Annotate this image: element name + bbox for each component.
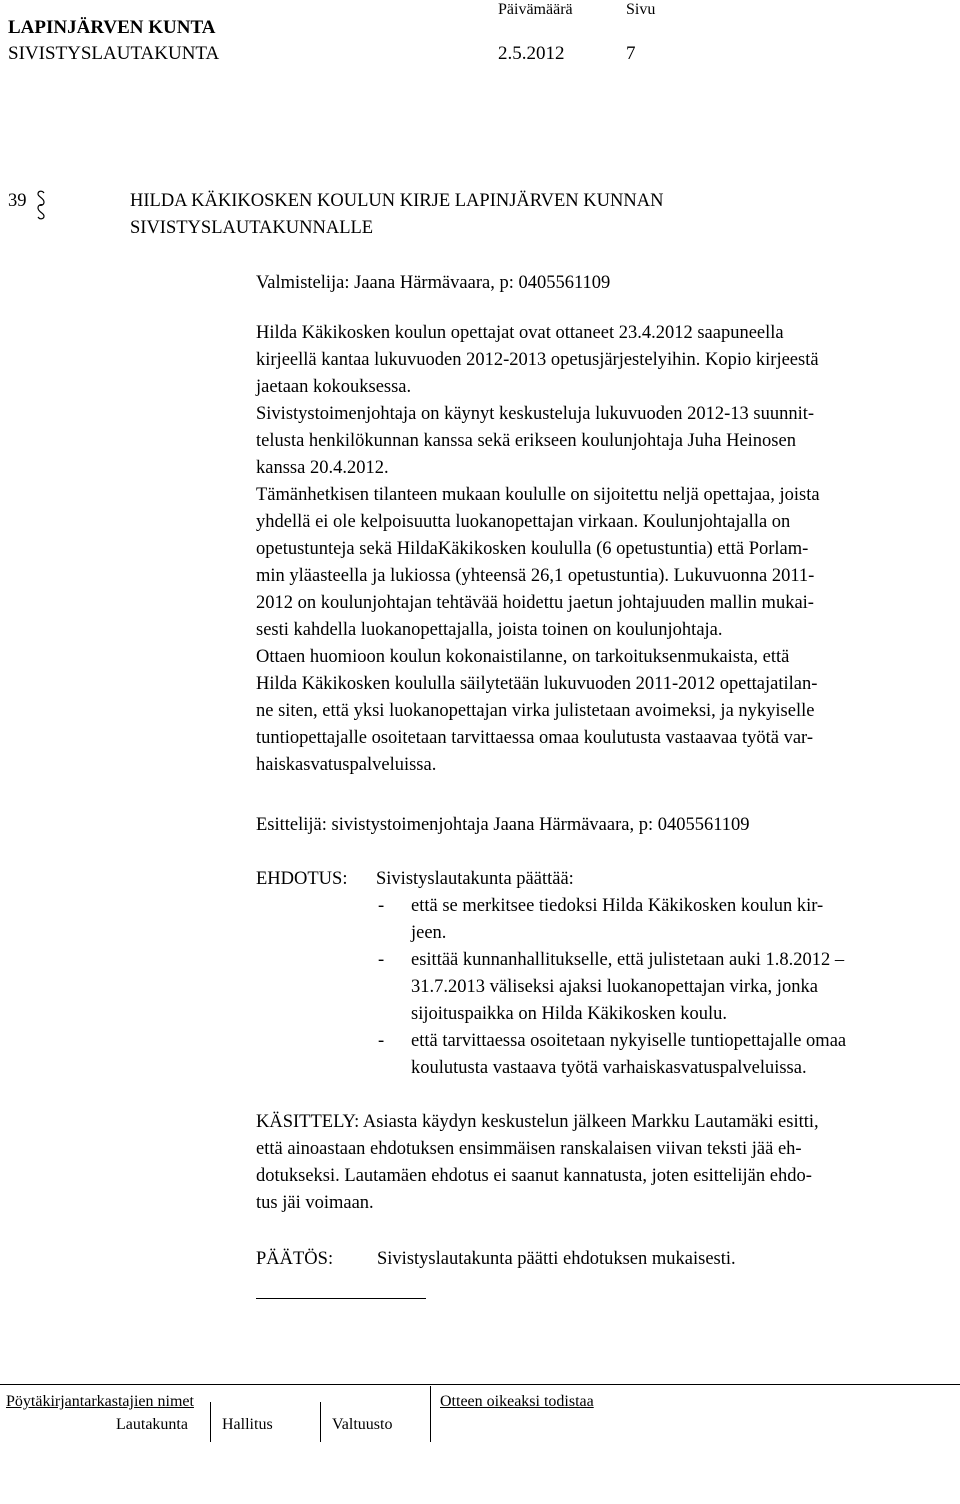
committee-lautakunta: Lautakunta — [116, 1416, 188, 1433]
body-line: opetustunteja sekä HildaKäkikosken koululla (6 opetustuntia) että Porlam- — [256, 539, 809, 559]
section-sign-icon — [36, 190, 46, 220]
proposal-item-line: 31.7.2013 väliseksi ajaksi luokanopettajan virka, jonka — [411, 977, 818, 997]
decision-label: PÄÄTÖS: — [256, 1249, 334, 1269]
footer-divider — [320, 1402, 321, 1442]
presenter-line: Esittelijä: sivistystoimenjohtaja Jaana Härmävaara, p: 0405561109 — [256, 815, 750, 835]
treatment-line: että ainoastaan ehdotuksen ensimmäisen ranskalaisen viivan teksti jää eh- — [256, 1139, 802, 1159]
footer-top-rule — [0, 1384, 960, 1385]
proposal-item-line: sijoituspaikka on Hilda Käkikosken koulu. — [411, 1004, 728, 1024]
proposal-item-line: koulutusta vastaava työtä varhaiskasvatuspalveluissa. — [411, 1058, 807, 1078]
date-label: Päivämäärä — [498, 1, 573, 18]
body-line: ne siten, että yksi luokanopettajan virka julistetaan avoimeksi, ja nykyiselle — [256, 701, 815, 721]
proposal-item-dash: - — [378, 950, 385, 970]
proposal-item-line: että se merkitsee tiedoksi Hilda Käkikosken koulun kir- — [411, 896, 824, 916]
section-title-line-2: SIVISTYSLAUTAKUNNALLE — [130, 218, 374, 238]
body-line: tuntiopettajalle osoitetaan tarvittaessa omaa koulutusta vastaavaa työtä var- — [256, 728, 813, 748]
body-line: sesti kahdella luokanopettajalla, joista toinen on koulunjohtaja. — [256, 620, 723, 640]
closing-rule — [256, 1298, 426, 1299]
proposal-item-line: että tarvittaessa osoitetaan nykyiselle tuntiopettajalle omaa — [411, 1031, 847, 1051]
page-label: Sivu — [626, 1, 656, 18]
body-line: Hilda Käkikosken koululla säilytetään lukuvuoden 2011-2012 opettajatilan- — [256, 674, 818, 694]
section-number: 39 — [8, 191, 27, 211]
committee-hallitus: Hallitus — [222, 1416, 273, 1433]
treatment-line: tus jäi voimaan. — [256, 1193, 374, 1213]
body-line: Hilda Käkikosken koulun opettajat ovat ottaneet 23.4.2012 saapuneella — [256, 323, 784, 343]
body-line: jaetaan kokouksessa. — [256, 377, 412, 397]
body-line: 2012 on koulunjohtajan tehtävää hoidettu jaetun johtajuuden mallin mukai- — [256, 593, 814, 613]
proposal-item-dash: - — [378, 896, 385, 916]
body-line: haiskasvatuspalveluissa. — [256, 755, 437, 775]
body-line: yhdellä ei ole kelpoisuutta luokanopettajan virkaan. Koulunjohtajalla on — [256, 512, 791, 532]
proposal-intro: Sivistyslautakunta päättää: — [376, 869, 574, 889]
treatment-line: dotukseksi. Lautamäen ehdotus ei saanut kannatusta, joten esittelijän ehdo- — [256, 1166, 812, 1186]
body-line: Sivistystoimenjohtaja on käynyt keskusteluja lukuvuoden 2012-13 suunnit- — [256, 404, 815, 424]
meeting-date: 2.5.2012 — [498, 43, 565, 64]
body-line: telusta henkilökunnan kanssa sekä erikseen koulunjohtaja Juha Heinosen — [256, 431, 796, 451]
body-line: Ottaen huomioon koulun kokonaistilanne, on tarkoituksenmukaista, että — [256, 647, 790, 667]
footer-divider — [430, 1386, 431, 1442]
proposal-item-line: jeen. — [411, 923, 447, 943]
preparer-line: Valmistelija: Jaana Härmävaara, p: 0405561109 — [256, 273, 611, 293]
proposal-label: EHDOTUS: — [256, 869, 348, 889]
section-title-line-1: HILDA KÄKIKOSKEN KOULUN KIRJE LAPINJÄRVEN KUNNAN — [130, 191, 664, 211]
body-line: kanssa 20.4.2012. — [256, 458, 389, 478]
footer-divider — [210, 1402, 211, 1442]
body-line: kirjeellä kantaa lukuvuoden 2012-2013 opetusjärjestelyihin. Kopio kirjeestä — [256, 350, 819, 370]
treatment-line: KÄSITTELY: Asiasta käydyn keskustelun jälkeen Markku Lautamäki esitti, — [256, 1112, 819, 1132]
committee-valtuusto: Valtuusto — [332, 1416, 393, 1433]
inspectors-label: Pöytäkirjantarkastajien nimet — [6, 1393, 194, 1410]
board-name: SIVISTYSLAUTAKUNTA — [8, 43, 220, 64]
page-number: 7 — [626, 43, 636, 64]
proposal-item-dash: - — [378, 1031, 385, 1051]
proposal-item-line: esittää kunnanhallitukselle, että julistetaan auki 1.8.2012 – — [411, 950, 845, 970]
decision-text: Sivistyslautakunta päätti ehdotuksen mukaisesti. — [377, 1249, 736, 1269]
copy-certification-label: Otteen oikeaksi todistaa — [440, 1393, 594, 1410]
body-line: Tämänhetkisen tilanteen mukaan koululle on sijoitettu neljä opettajaa, joista — [256, 485, 820, 505]
body-line: min yläasteella ja lukiossa (yhteensä 26,1 opetustuntia). Lukuvuonna 2011- — [256, 566, 815, 586]
organization-name: LAPINJÄRVEN KUNTA — [8, 17, 216, 38]
